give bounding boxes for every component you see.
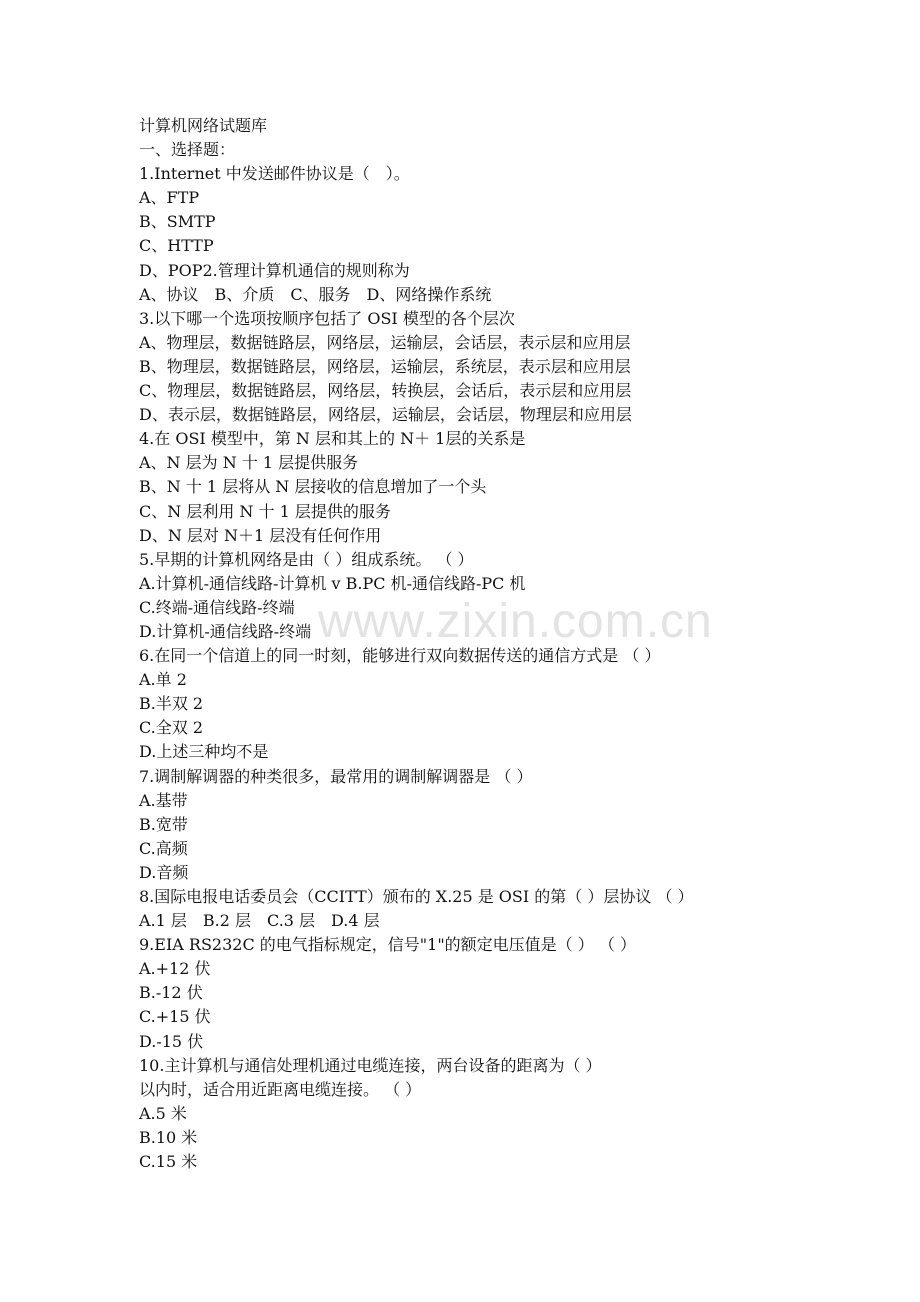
text-line: A.+12 伏 xyxy=(139,959,211,979)
text-line: D、N 层对 N＋1 层没有任何作用 xyxy=(139,525,382,545)
text-line: D、POP2.管理计算机通信的规则称为 xyxy=(139,260,410,280)
text-line: B.半双 2 xyxy=(139,694,204,714)
text-line: 7.调制解调器的种类很多，最常用的调制解调器是 （ ） xyxy=(139,766,533,786)
text-line: C、N 层利用 N 十 1 层提供的服务 xyxy=(139,501,391,521)
text-line: A.5 米 xyxy=(139,1103,187,1123)
text-line: 以内时，适合用近距离电缆连接。 （ ） xyxy=(139,1079,422,1099)
text-line: D、表示层，数据链路层，网络层，运输层，会话层，物理层和应用层 xyxy=(139,405,632,425)
text-line: A、N 层为 N 十 1 层提供服务 xyxy=(139,453,359,473)
text-line: B、SMTP xyxy=(139,212,216,232)
text-line: A、FTP xyxy=(139,188,200,208)
text-line: C.15 米 xyxy=(139,1152,198,1172)
watermark: www.zixin.com.cn xyxy=(318,595,713,648)
text-line: B、物理层，数据链路层，网络层，运输层，系统层，表示层和应用层 xyxy=(139,356,631,376)
section-heading: 一、选择题： xyxy=(139,140,236,160)
text-line: 8.国际电报电话委员会（CCITT）颁布的 X.25 是 OSI 的第（ ）层协议 （ ） xyxy=(139,887,694,906)
text-line: A.基带 xyxy=(139,790,188,810)
text-line: C.终端-通信线路-终端 xyxy=(139,597,295,617)
text-line: 3.以下哪一个选项按顺序包括了 OSI 模型的各个层次 xyxy=(139,308,515,328)
text-line: B.宽带 xyxy=(139,814,188,834)
text-line: B.10 米 xyxy=(139,1127,198,1147)
text-line: A.单 2 xyxy=(139,670,187,690)
text-line: A.计算机-通信线路-计算机 v B.PC 机-通信线路-PC 机 xyxy=(139,573,526,593)
document-title: 计算机网络试题库 xyxy=(139,116,268,135)
text-line: 10.主计算机与通信处理机通过电缆连接，两台设备的距离为（ ） xyxy=(139,1055,602,1075)
text-line: A.1 层 B.2 层 C.3 层 D.4 层 xyxy=(139,911,380,931)
text-line: C.+15 伏 xyxy=(139,1007,211,1027)
text-line: B、N 十 1 层将从 N 层接收的信息增加了一个头 xyxy=(139,477,487,497)
text-line: 4.在 OSI 模型中，第 N 层和其上的 N＋ 1层的关系是 xyxy=(139,429,526,449)
text-line: D.计算机-通信线路-终端 xyxy=(139,621,312,641)
text-line: C.高频 xyxy=(139,838,188,858)
text-line: 5.早期的计算机网络是由（ ）组成系统。 （ ） xyxy=(139,549,474,569)
text-line: C.全双 2 xyxy=(139,718,204,738)
text-line: A、物理层，数据链路层，网络层，运输层，会话层，表示层和应用层 xyxy=(139,332,631,352)
text-line: 6.在同一个信道上的同一时刻，能够进行双向数据传送的通信方式是 （ ） xyxy=(139,646,661,666)
text-line: C、HTTP xyxy=(139,236,214,256)
text-line: D.上述三种均不是 xyxy=(139,742,269,762)
text-line: D.音频 xyxy=(139,862,189,882)
text-line: B.-12 伏 xyxy=(139,983,203,1003)
text-line: D.-15 伏 xyxy=(139,1031,204,1051)
text-line: A、协议 B、介质 C、服务 D、网络操作系统 xyxy=(139,284,492,304)
text-line: 1.Internet 中发送邮件协议是（ ）。 xyxy=(139,164,410,184)
text-line: C、物理层，数据链路层，网络层，转换层，会话后，表示层和应用层 xyxy=(139,381,632,401)
document-body xyxy=(139,114,879,1174)
text-line: 9.EIA RS232C 的电气指标规定，信号"1"的额定电压值是（ ） （ ） xyxy=(139,935,636,955)
